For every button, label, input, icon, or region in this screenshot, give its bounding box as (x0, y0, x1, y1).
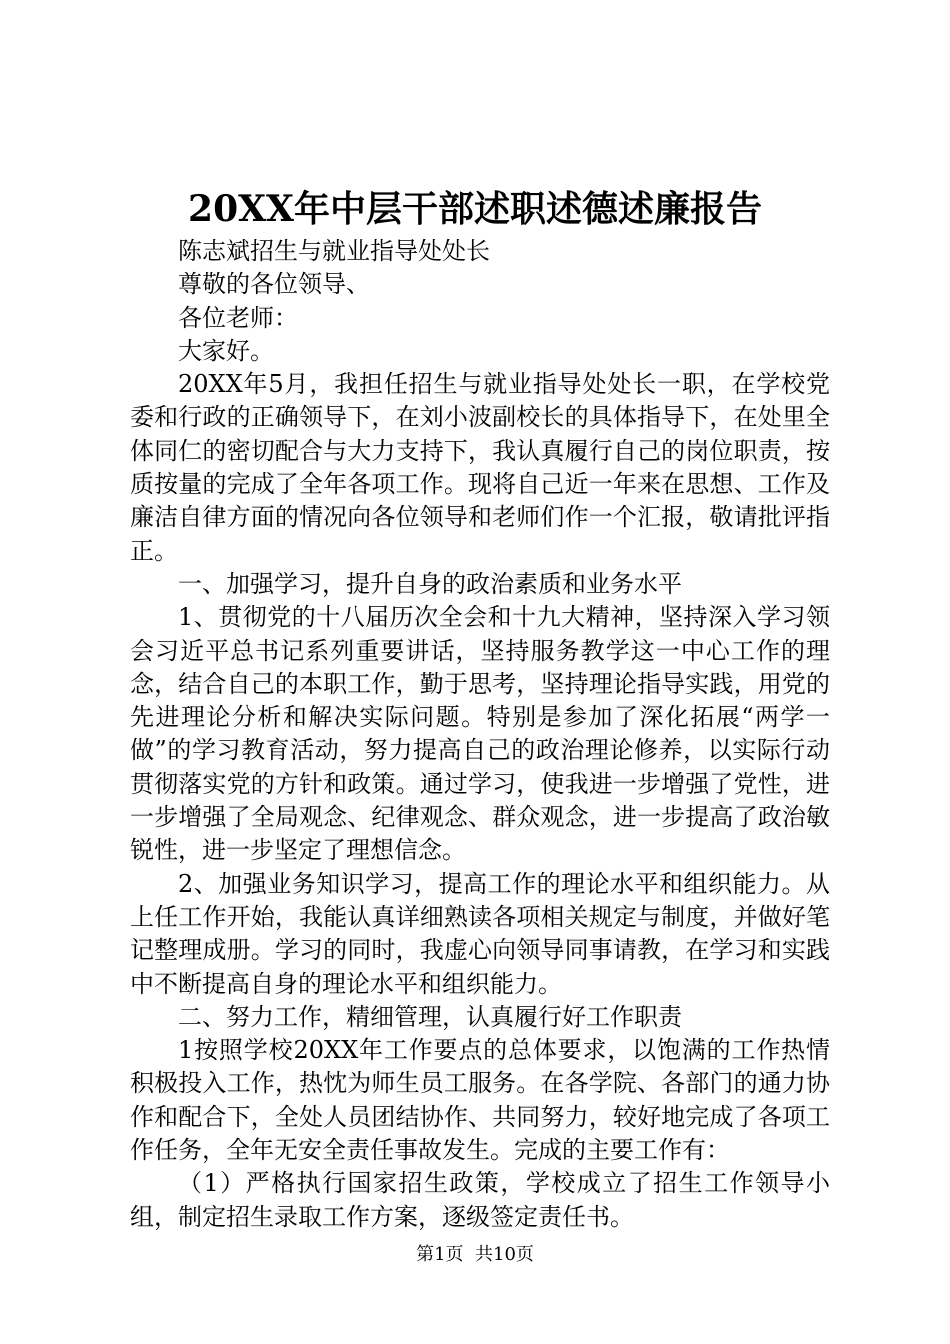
author-line: 陈志斌招生与就业指导处处长 (178, 237, 490, 265)
page-footer (0, 1243, 950, 1267)
salutation-line-1: 尊敬的各位领导、 (178, 270, 370, 299)
section-2-subitem-1: （1）严格执行国家招生政策，学校成立了招生工作领导小组，制定招生录取工作方案，逐级签定责任书。 (130, 1169, 830, 1231)
section-1-item-1: 1、贯彻党的十八届历次全会和十九大精神，坚持深入学习领会习近平总书记系列重要讲话，坚持服务教学这一中心工作的理念，结合自己的本职工作，勤于思考，坚持理论指导实践，用党的先进理论分析和解决实际问题。特别是参加了深化拓展“两学一做”的学习教育活动，努力提高自己的政治理论修养，以实际行动贯彻落实党的方针和政策。通过学习，使我进一步增强了党性，进一步增强了全局观念、纪律观念、群众观念，进一步提高了政治敏锐性，进一步坚定了理想信念。 (130, 603, 830, 865)
document-title: 20XX年中层干部述职述德述廉报告 (188, 188, 762, 230)
page-total: 共10页 (475, 1244, 534, 1265)
greeting-line: 大家好。 (178, 336, 274, 365)
section-heading-2: 二、努力工作，精细管理，认真履行好工作职责 (178, 1002, 682, 1031)
section-heading-1: 一、加强学习，提升自身的政治素质和业务水平 (178, 569, 682, 598)
document-body (130, 235, 830, 1234)
intro-paragraph: 20XX年5月，我担任招生与就业指导处处长一职，在学校党委和行政的正确领导下，在刘小波副校长的具体指导下，在处里全体同仁的密切配合与大力支持下，我认真履行自己的岗位职责，按质按量的完成了全年各项工作。现将自己近一年来在思想、工作及廉洁自律方面的情况向各位领导和老师们作一个汇报，敬请批评指正。 (130, 370, 830, 565)
salutation-line-2: 各位老师： (178, 303, 298, 332)
page-number: 第1页 (416, 1244, 464, 1265)
section-1-item-2: 2、加强业务知识学习，提高工作的理论水平和组织能力。从上任工作开始，我能认真详细熟读各项相关规定与制度，并做好笔记整理成册。学习的同时，我虚心向领导同事请教，在学习和实践中不断提高自身的理论水平和组织能力。 (130, 869, 830, 998)
section-2-item-1: 1按照学校20XX年工作要点的总体要求，以饱满的工作热情积极投入工作，热忱为师生员工服务。在各学院、各部门的通力协作和配合下，全处人员团结协作、共同努力，较好地完成了各项工作任务，全年无安全责任事故发生。完成的主要工作有： (130, 1036, 830, 1165)
